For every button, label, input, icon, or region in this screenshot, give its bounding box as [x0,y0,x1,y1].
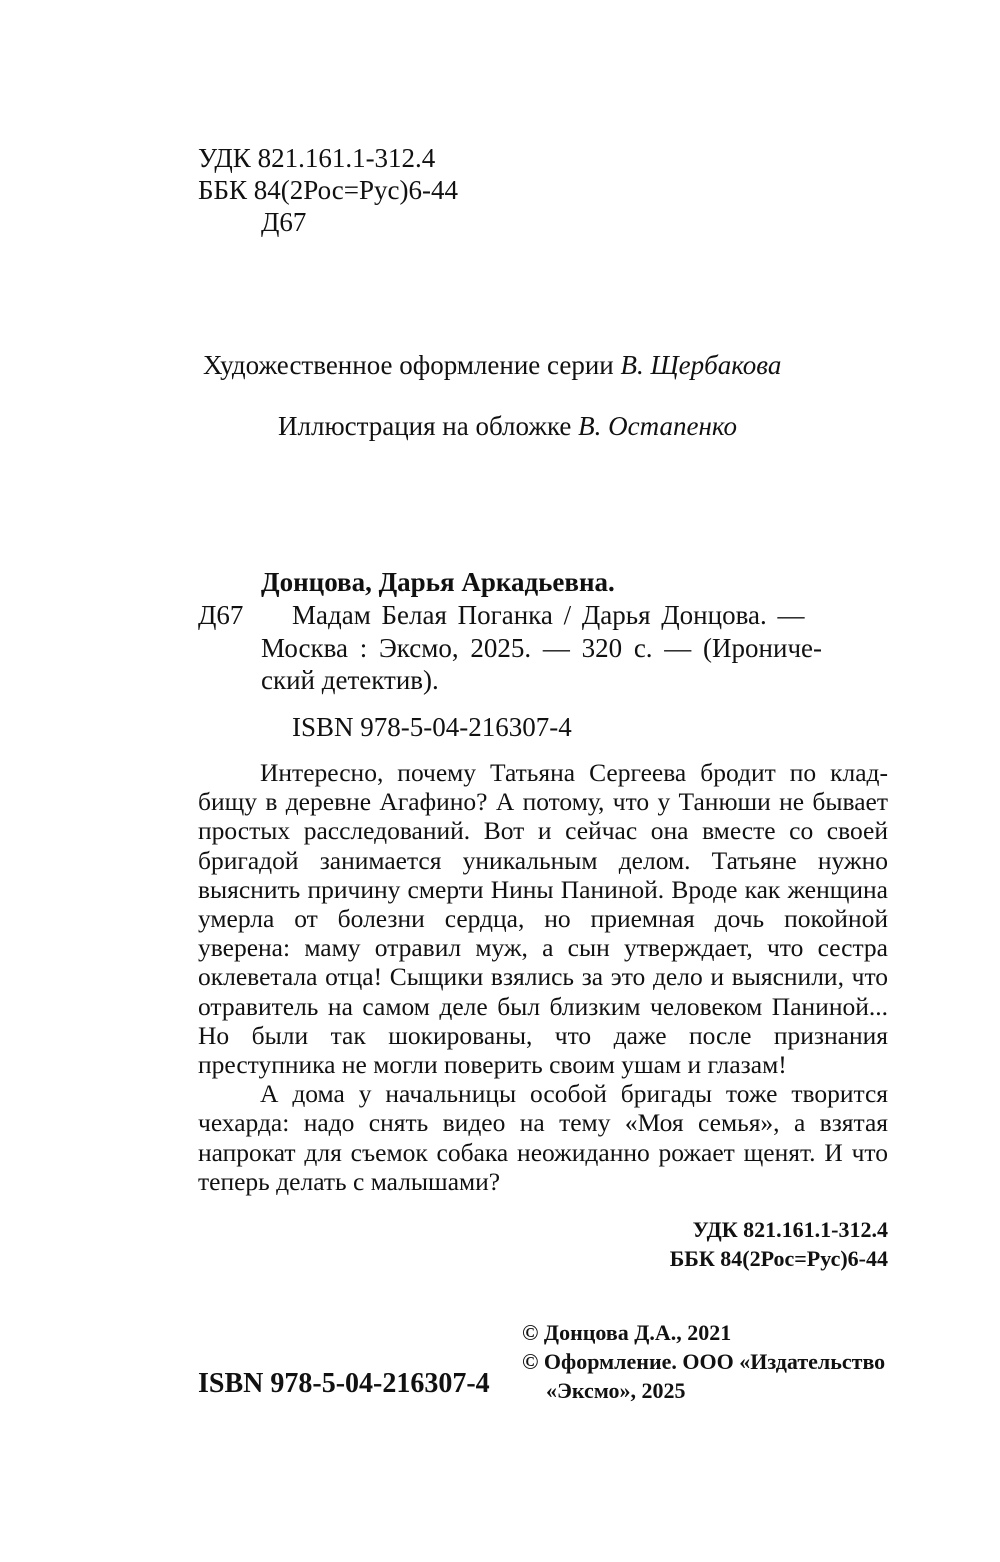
record-author-mark: Д67 [198,600,244,630]
footer-bbk: ББК 84(2Рос=Рус)6-44 [669,1246,888,1271]
series-design-label: Художественное оформление серии [203,350,614,380]
annotation [198,758,888,1196]
bbk-code: ББК 84(2Рос=Рус)6-44 [198,175,458,205]
record-publisher-line: Москва : Эксмо, 2025. — 320 с. — (Ирониче- [261,633,823,663]
annotation-paragraph: Интересно, почему Татьяна Сергеева бродит по кладбищу в деревне Агафино? А потому, что у Танюши не бывает простых расследований. Вот и сейчас она вместе со своей бригадой занимается уникальным делом. Татьяне нужно выяснить причину смерти Нины Паниной. Вроде как женщина умерла от болезни сердца, но приемная дочь покойной уверена: маму отравил муж, а сын утверждает, что сестра оклеветала отца! Сыщики взялись за это дело и выяснили, что отравитель на самом деле был близким человеком Паниной... Но были так шокированы, что даже после признания преступника не могли поверить своим ушам и глазам! [198,758,888,1080]
copyright-design: © Оформление. ООО «Издательство [522,1349,886,1374]
copyright-author: © Донцова Д.А., 2021 [522,1320,732,1345]
record-series-line: ский детектив). [261,665,439,695]
copyright-design-continued: «Эксмо», 2025 [546,1378,686,1403]
author-mark: Д67 [261,207,307,237]
cover-illustration-label: Иллюстрация на обложке [278,411,572,441]
cover-illustration-name: В. Остапенко [578,411,737,441]
record-isbn: ISBN 978-5-04-216307-4 [292,712,572,742]
series-design-name: В. Щербакова [620,350,782,380]
udk-code: УДК 821.161.1-312.4 [198,143,436,173]
series-design-credit [203,349,781,381]
author-heading: Донцова, Дарья Аркадьевна. [261,567,615,597]
cover-illustration-credit [278,410,737,442]
footer-udk: УДК 821.161.1-312.4 [692,1217,888,1242]
record-title-line: Мадам Белая Поганка / Дарья Донцова. — [292,600,805,630]
annotation-paragraph: А дома у начальницы особой бригады тоже творится чехарда: надо снять видео на тему «Моя семья», а взятая напрокат для съемок собака неожиданно рожает щенят. И что теперь делать с малышами? [198,1079,888,1196]
footer-isbn: ISBN 978-5-04-216307-4 [198,1368,490,1399]
